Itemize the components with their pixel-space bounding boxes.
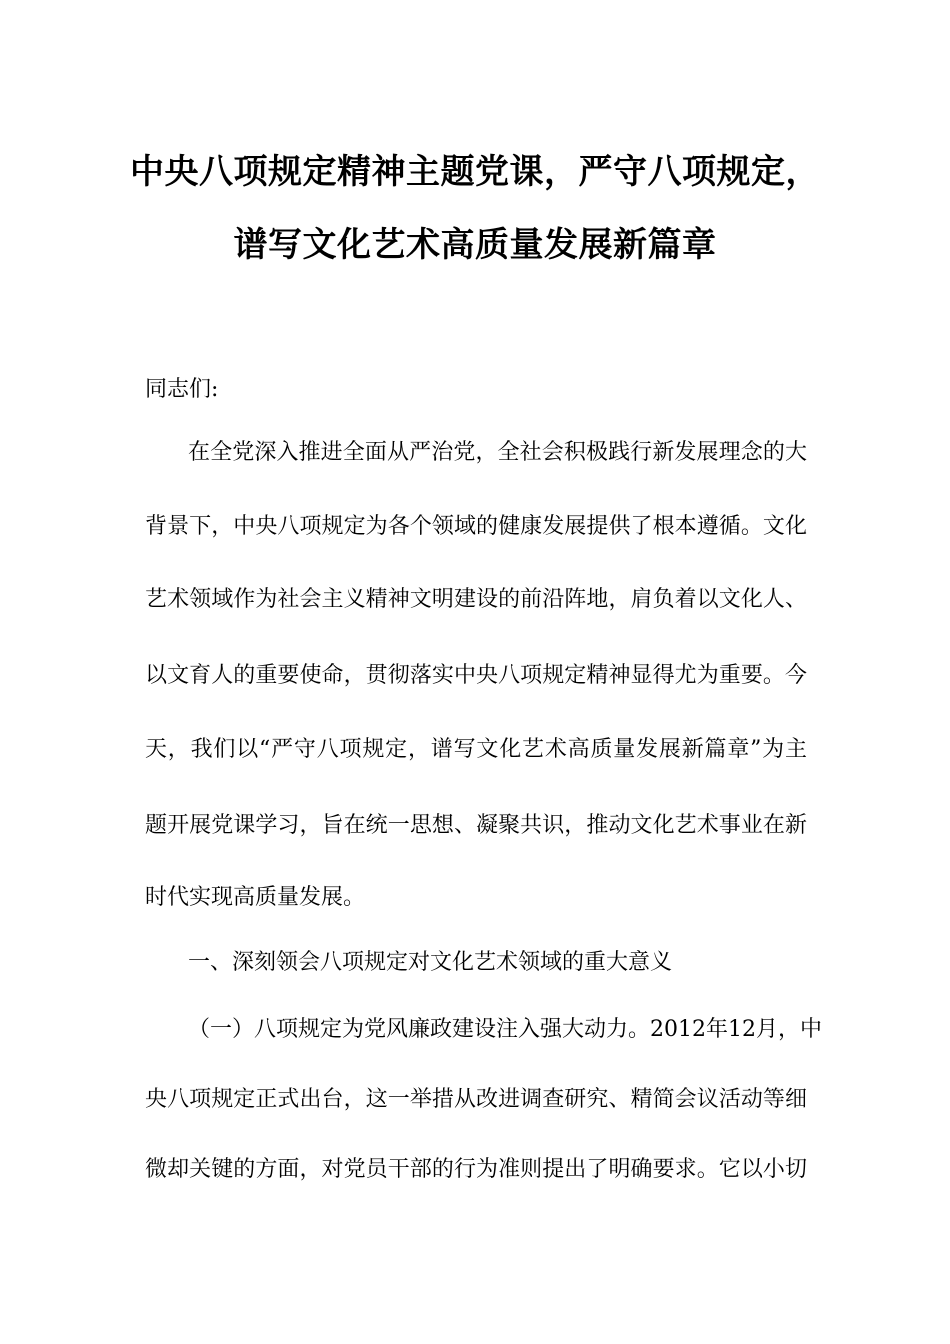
paragraph-line: （一）八项规定为党风廉政建设注入强大动力。2012年12月，中	[188, 1017, 822, 1042]
paragraph-line: 背景下，中央八项规定为各个领域的健康发展提供了根本遵循。文化	[145, 514, 807, 539]
section-heading: 一、深刻领会八项规定对文化艺术领域的重大意义	[188, 950, 673, 975]
paragraph-line: 微却关键的方面，对党员干部的行为准则提出了明确要求。它以小切	[145, 1157, 807, 1182]
paragraph-line: 在全党深入推进全面从严治党，全社会积极践行新发展理念的大	[188, 440, 807, 465]
document-title-line-2: 谱写文化艺术高质量发展新篇章	[233, 225, 717, 265]
document-title-line-1: 中央八项规定精神主题党课，严守八项规定，	[130, 152, 820, 192]
paragraph-line: 题开展党课学习，旨在统一思想、凝聚共识，推动文化艺术事业在新	[145, 813, 807, 838]
salutation: 同志们:	[145, 377, 219, 402]
paragraph-line: 时代实现高质量发展。	[145, 885, 366, 910]
paragraph-line: 央八项规定正式出台，这一举措从改进调查研究、精简会议活动等细	[145, 1087, 807, 1112]
paragraph-line: 艺术领域作为社会主义精神文明建设的前沿阵地，肩负着以文化人、	[145, 587, 807, 612]
paragraph-line: 天，我们以“严守八项规定，谱写文化艺术高质量发展新篇章”为主	[145, 737, 807, 762]
paragraph-line: 以文育人的重要使命，贯彻落实中央八项规定精神显得尤为重要。今	[145, 663, 807, 688]
